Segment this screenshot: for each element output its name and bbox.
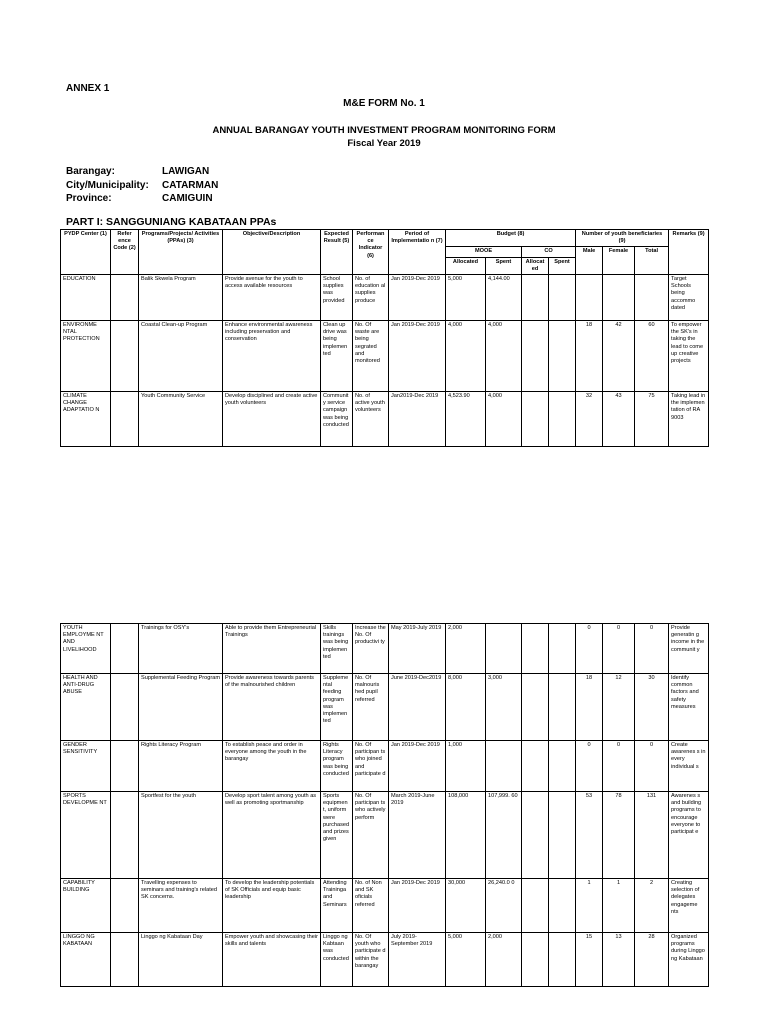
city-value: CATARMAN <box>162 179 219 191</box>
indicator-cell: No. of Non and SK oficials referred <box>353 879 389 933</box>
indicator-cell: No. Of malnouris hed pupil referred <box>353 674 389 741</box>
mooe-allocated-cell: 2,000 <box>446 624 486 674</box>
objective-cell: Able to provide them Entrepreneurial Trainings <box>223 624 321 674</box>
barangay-row <box>66 165 218 179</box>
mooe-allocated-cell: 4,523.90 <box>446 392 486 447</box>
indicator-cell: No. of education al supplies produce <box>353 275 389 321</box>
co-allocated-cell <box>522 933 549 987</box>
ppa-table-page2 <box>60 623 709 987</box>
pydp-center-cell: GENDER SENSITIVITY <box>61 741 111 792</box>
pydp-center-cell: HEALTH AND ANTI-DRUG ABUSE <box>61 674 111 741</box>
ppa-cell: Balik Skwela Program <box>139 275 223 321</box>
pydp-center-cell: LINGGO NG KABATAAN <box>61 933 111 987</box>
female-count-cell: 12 <box>603 674 635 741</box>
col-total: Total <box>635 247 669 275</box>
reference-code-cell <box>111 741 139 792</box>
ppa-cell: Youth Community Service <box>139 392 223 447</box>
col-mooe-allocated: Allocated <box>446 257 486 274</box>
objective-cell: Develop disciplined and create active youth volunteers <box>223 392 321 447</box>
male-count-cell: 0 <box>576 624 603 674</box>
co-allocated-cell <box>522 321 549 392</box>
male-count-cell: 18 <box>576 321 603 392</box>
period-cell: Jan 2019-Dec 2019 <box>389 741 446 792</box>
mooe-allocated-cell: 5,000 <box>446 933 486 987</box>
mooe-spent-cell: 3,000 <box>486 674 522 741</box>
pydp-center-cell: CAPABILITY BUILDING <box>61 879 111 933</box>
col-budget: Budget (8) <box>446 230 576 247</box>
remarks-cell: Target Schools being accommo dated <box>669 275 709 321</box>
remarks-cell: Creating selection of delegates engageme nts <box>669 879 709 933</box>
col-period: Period of Implementatio n (7) <box>389 230 446 275</box>
total-count-cell: 0 <box>635 624 669 674</box>
location-info <box>66 165 218 206</box>
part-heading: PART I: SANGGUNIANG KABATAAN PPAs <box>66 216 277 228</box>
pydp-center-cell: YOUTH EMPLOYME NT AND LIVELIHOOD <box>61 624 111 674</box>
male-count-cell: 1 <box>576 879 603 933</box>
male-count-cell <box>576 275 603 321</box>
co-allocated-cell <box>522 792 549 879</box>
col-remarks: Remarks (9) <box>669 230 709 275</box>
remarks-cell: Create awarenes s in every individual s <box>669 741 709 792</box>
co-spent-cell <box>549 321 576 392</box>
indicator-cell: Increase the No. Of productivi ty <box>353 624 389 674</box>
period-cell: Jan 2019-Dec 2019 <box>389 275 446 321</box>
table-row <box>61 674 709 741</box>
co-spent-cell <box>549 933 576 987</box>
indicator-cell: No. Of youth who participate d within the barangay <box>353 933 389 987</box>
female-count-cell: 1 <box>603 879 635 933</box>
expected-result-cell: Linggo ng Kabtaan was conducted <box>321 933 353 987</box>
indicator-cell: No. Of participan ts who actively perform <box>353 792 389 879</box>
reference-code-cell <box>111 792 139 879</box>
city-label: City/Municipality: <box>66 179 149 191</box>
male-count-cell: 18 <box>576 674 603 741</box>
mooe-allocated-cell: 8,000 <box>446 674 486 741</box>
ppa-cell: Linggo ng Kabataan Day <box>139 933 223 987</box>
annex-label: ANNEX 1 <box>66 83 110 94</box>
ppa-cell: Rights Literacy Program <box>139 741 223 792</box>
co-spent-cell <box>549 392 576 447</box>
male-count-cell: 53 <box>576 792 603 879</box>
mooe-allocated-cell: 30,000 <box>446 879 486 933</box>
table-row <box>61 624 709 674</box>
expected-result-cell: School supplies was provided <box>321 275 353 321</box>
col-objective: Objective/Description <box>223 230 321 275</box>
col-pydp-center: PYDP Center (1) <box>61 230 111 275</box>
reference-code-cell <box>111 275 139 321</box>
col-beneficiaries: Number of youth beneficiaries (9) <box>576 230 669 247</box>
objective-cell: To establish peace and order in everyone among the youth in the barangay <box>223 741 321 792</box>
ppa-table-page1 <box>60 229 709 447</box>
mooe-allocated-cell: 1,000 <box>446 741 486 792</box>
total-count-cell: 60 <box>635 321 669 392</box>
male-count-cell: 15 <box>576 933 603 987</box>
col-female: Female <box>603 247 635 275</box>
col-co: CO <box>522 247 576 257</box>
col-expected-result: Expected Result (5) <box>321 230 353 275</box>
expected-result-cell: Sports equipmen t, uniform were purchased and prizes given <box>321 792 353 879</box>
co-allocated-cell <box>522 879 549 933</box>
objective-cell: Provide awareness towards parents of the malnourished children <box>223 674 321 741</box>
total-count-cell <box>635 275 669 321</box>
province-label: Province: <box>66 193 112 204</box>
female-count-cell: 78 <box>603 792 635 879</box>
male-count-cell: 0 <box>576 741 603 792</box>
co-allocated-cell <box>522 674 549 741</box>
co-spent-cell <box>549 879 576 933</box>
reference-code-cell <box>111 879 139 933</box>
period-cell: July 2019-September 2019 <box>389 933 446 987</box>
period-cell: May 2019-July 2019 <box>389 624 446 674</box>
city-row <box>66 179 218 193</box>
ppa-cell: Coastal Clean-up Program <box>139 321 223 392</box>
mooe-allocated-cell: 4,000 <box>446 321 486 392</box>
co-allocated-cell <box>522 392 549 447</box>
mooe-spent-cell <box>486 624 522 674</box>
fiscal-year: Fiscal Year 2019 <box>347 138 421 149</box>
form-number: M&E FORM No. 1 <box>343 98 425 109</box>
expected-result-cell: Clean up drive was being implemen ted <box>321 321 353 392</box>
reference-code-cell <box>111 674 139 741</box>
pydp-center-cell: SPORTS DEVELOPME NT <box>61 792 111 879</box>
female-count-cell <box>603 275 635 321</box>
co-allocated-cell <box>522 275 549 321</box>
col-mooe-spent: Spent <box>486 257 522 274</box>
ppa-rows-page1 <box>61 275 709 447</box>
objective-cell: Develop sport talent among youth as well as promoting sportmanship <box>223 792 321 879</box>
table-row <box>61 792 709 879</box>
col-ppas: Programs/Projects/ Activities (PPAs) (3) <box>139 230 223 275</box>
table-row <box>61 933 709 987</box>
mooe-spent-cell: 2,000 <box>486 933 522 987</box>
ppa-cell: Supplemental Feeding Program <box>139 674 223 741</box>
total-count-cell: 2 <box>635 879 669 933</box>
form-title: ANNUAL BARANGAY YOUTH INVESTMENT PROGRAM MONITORING FORM <box>212 125 556 136</box>
expected-result-cell: Suppleme ntal feeding program was implemen ted <box>321 674 353 741</box>
ppa-cell: Travelling expenses to seminars and training's related SK concerns. <box>139 879 223 933</box>
female-count-cell: 13 <box>603 933 635 987</box>
mooe-allocated-cell: 5,000 <box>446 275 486 321</box>
reference-code-cell <box>111 933 139 987</box>
period-cell: March 2019-June 2019 <box>389 792 446 879</box>
period-cell: June 2019-Dec2019 <box>389 674 446 741</box>
remarks-cell: Taking lead in the implemen tation of RA 9003 <box>669 392 709 447</box>
co-spent-cell <box>549 275 576 321</box>
objective-cell: To develop the leadership potentials of SK Officials and equip basic leadership <box>223 879 321 933</box>
mooe-allocated-cell: 108,000 <box>446 792 486 879</box>
period-cell: Jan 2019-Dec 2019 <box>389 321 446 392</box>
table-row <box>61 275 709 321</box>
remarks-cell: To empower the SK's in taking the lead to come up creative projects <box>669 321 709 392</box>
male-count-cell: 32 <box>576 392 603 447</box>
col-mooe: MOOE <box>446 247 522 257</box>
total-count-cell: 30 <box>635 674 669 741</box>
female-count-cell: 42 <box>603 321 635 392</box>
co-spent-cell <box>549 674 576 741</box>
mooe-spent-cell: 4,144.00 <box>486 275 522 321</box>
mooe-spent-cell: 107,999. 60 <box>486 792 522 879</box>
reference-code-cell <box>111 321 139 392</box>
reference-code-cell <box>111 392 139 447</box>
total-count-cell: 75 <box>635 392 669 447</box>
objective-cell: Enhance environmental awareness including preservation and conservation <box>223 321 321 392</box>
co-spent-cell <box>549 741 576 792</box>
col-male: Male <box>576 247 603 275</box>
col-reference-code: Refer ence Code (2) <box>111 230 139 275</box>
female-count-cell: 0 <box>603 624 635 674</box>
expected-result-cell: Attending Traininga and Seminars <box>321 879 353 933</box>
mooe-spent-cell: 26,240.0 0 <box>486 879 522 933</box>
barangay-value: LAWIGAN <box>162 166 210 177</box>
co-spent-cell <box>549 792 576 879</box>
co-allocated-cell <box>522 624 549 674</box>
col-co-spent: Spent <box>549 257 576 274</box>
ppa-cell: Trainings for OSY's <box>139 624 223 674</box>
remarks-cell: Awarenes s and building programs to encourage everyone to participat e <box>669 792 709 879</box>
pydp-center-cell: ENVIRONME NTAL PROTECTION <box>61 321 111 392</box>
indicator-cell: No. of active youth volunteers <box>353 392 389 447</box>
objective-cell: Provide avenue for the youth to access available resources <box>223 275 321 321</box>
expected-result-cell: Rights Literacy program was being conducted <box>321 741 353 792</box>
mooe-spent-cell: 4,000 <box>486 392 522 447</box>
objective-cell: Empower youth and showcasing their skills and talents <box>223 933 321 987</box>
total-count-cell: 0 <box>635 741 669 792</box>
table-row <box>61 879 709 933</box>
co-allocated-cell <box>522 741 549 792</box>
col-performance-indicator: Performan ce Indicator (6) <box>353 230 389 275</box>
col-co-allocated: Allocat ed <box>522 257 549 274</box>
mooe-spent-cell <box>486 741 522 792</box>
female-count-cell: 43 <box>603 392 635 447</box>
reference-code-cell <box>111 624 139 674</box>
province-row <box>66 192 218 206</box>
ppa-cell: Sportfest for the youth <box>139 792 223 879</box>
remarks-cell: Organized programs during Linggo ng Kabataan <box>669 933 709 987</box>
table-row <box>61 741 709 792</box>
mooe-spent-cell: 4,000 <box>486 321 522 392</box>
female-count-cell: 0 <box>603 741 635 792</box>
expected-result-cell: Skills trainings was being implemen ted <box>321 624 353 674</box>
expected-result-cell: Communit y service campaign was being conducted <box>321 392 353 447</box>
pydp-center-cell: CLIMATE CHANGE ADAPTATIO N <box>61 392 111 447</box>
ppa-rows-page2 <box>61 624 709 987</box>
indicator-cell: No. Of waste are being segrated and monitored <box>353 321 389 392</box>
period-cell: Jan 2019-Dec 2019 <box>389 879 446 933</box>
total-count-cell: 131 <box>635 792 669 879</box>
barangay-label: Barangay: <box>66 166 115 177</box>
co-spent-cell <box>549 624 576 674</box>
table-row <box>61 321 709 392</box>
province-value: CAMIGUIN <box>162 193 213 204</box>
table-row <box>61 392 709 447</box>
pydp-center-cell: EDUCATION <box>61 275 111 321</box>
remarks-cell: Identify common factors and safety measures <box>669 674 709 741</box>
remarks-cell: Provide generatin g income in the communit y <box>669 624 709 674</box>
period-cell: Jan2019-Dec 2019 <box>389 392 446 447</box>
indicator-cell: No. Of participan ts who joined and participate d <box>353 741 389 792</box>
total-count-cell: 28 <box>635 933 669 987</box>
